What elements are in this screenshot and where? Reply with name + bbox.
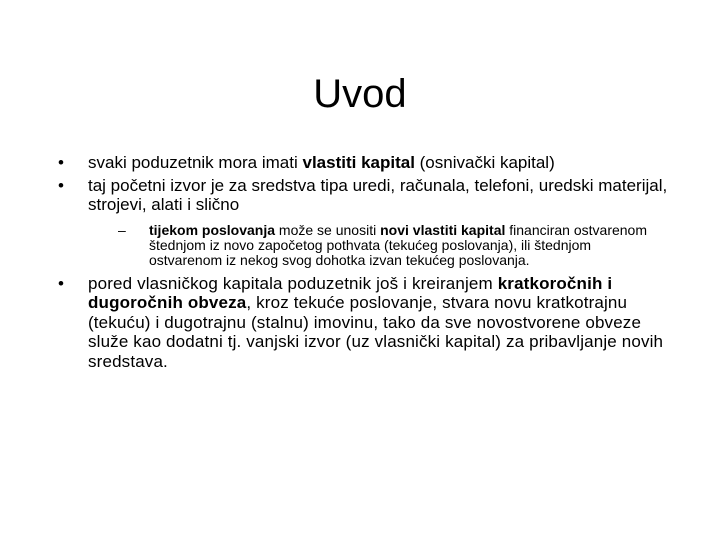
slide-title: Uvod — [313, 72, 407, 116]
bullet-item-2 — [58, 176, 668, 215]
bullet-marker: • — [58, 153, 64, 172]
bullet-text-part: taj početni izvor je za sredstva tipa uredi, računala, telefoni, uredski materijal, strojevi, alati i slično — [88, 175, 668, 214]
sub-text-bold: tijekom poslovanja — [149, 221, 276, 238]
bullet-text-bold: vlastiti kapital — [302, 153, 415, 172]
bullet-text-part: (osnivački kapital) — [414, 153, 555, 172]
bullet-text-part: , kroz tekuće poslovanje, stvara novu kratkotrajnu (tekuću) i dugotrajnu (stalnu) imovinu, tako da sve novostvorene obveze služe kao dodatni tj. vanjski izvor (uz vlasnički kapital) za pribavljanje novih sredstava. — [88, 293, 664, 371]
bullet-marker: • — [58, 273, 65, 293]
bullet-text-part: pored vlasničkog kapitala poduzetnik još i kreiranjem — [88, 273, 498, 293]
bullet-marker: • — [58, 175, 64, 195]
sub-bullet-marker: – — [118, 221, 126, 238]
sub-text-bold: novi vlastiti kapital — [380, 221, 506, 238]
slide-body — [58, 153, 668, 371]
sub-bullet-item — [118, 223, 668, 268]
bullet-item-3 — [58, 274, 668, 372]
sub-text-part: može se unositi — [275, 221, 381, 238]
bullet-text-bold: kratkoročnih i dugoročnih obveza — [88, 273, 613, 312]
sub-text-part: financiran ostvarenom štednjom iz novo započetog pothvata (tekućeg poslovanja), ili štednjom ostvarenom iz nekog svog dohotka izvan tekućeg poslovanja. — [149, 221, 648, 268]
bullet-item-1 — [58, 153, 668, 173]
bullet-text-part: svaki poduzetnik mora imati — [88, 153, 303, 172]
